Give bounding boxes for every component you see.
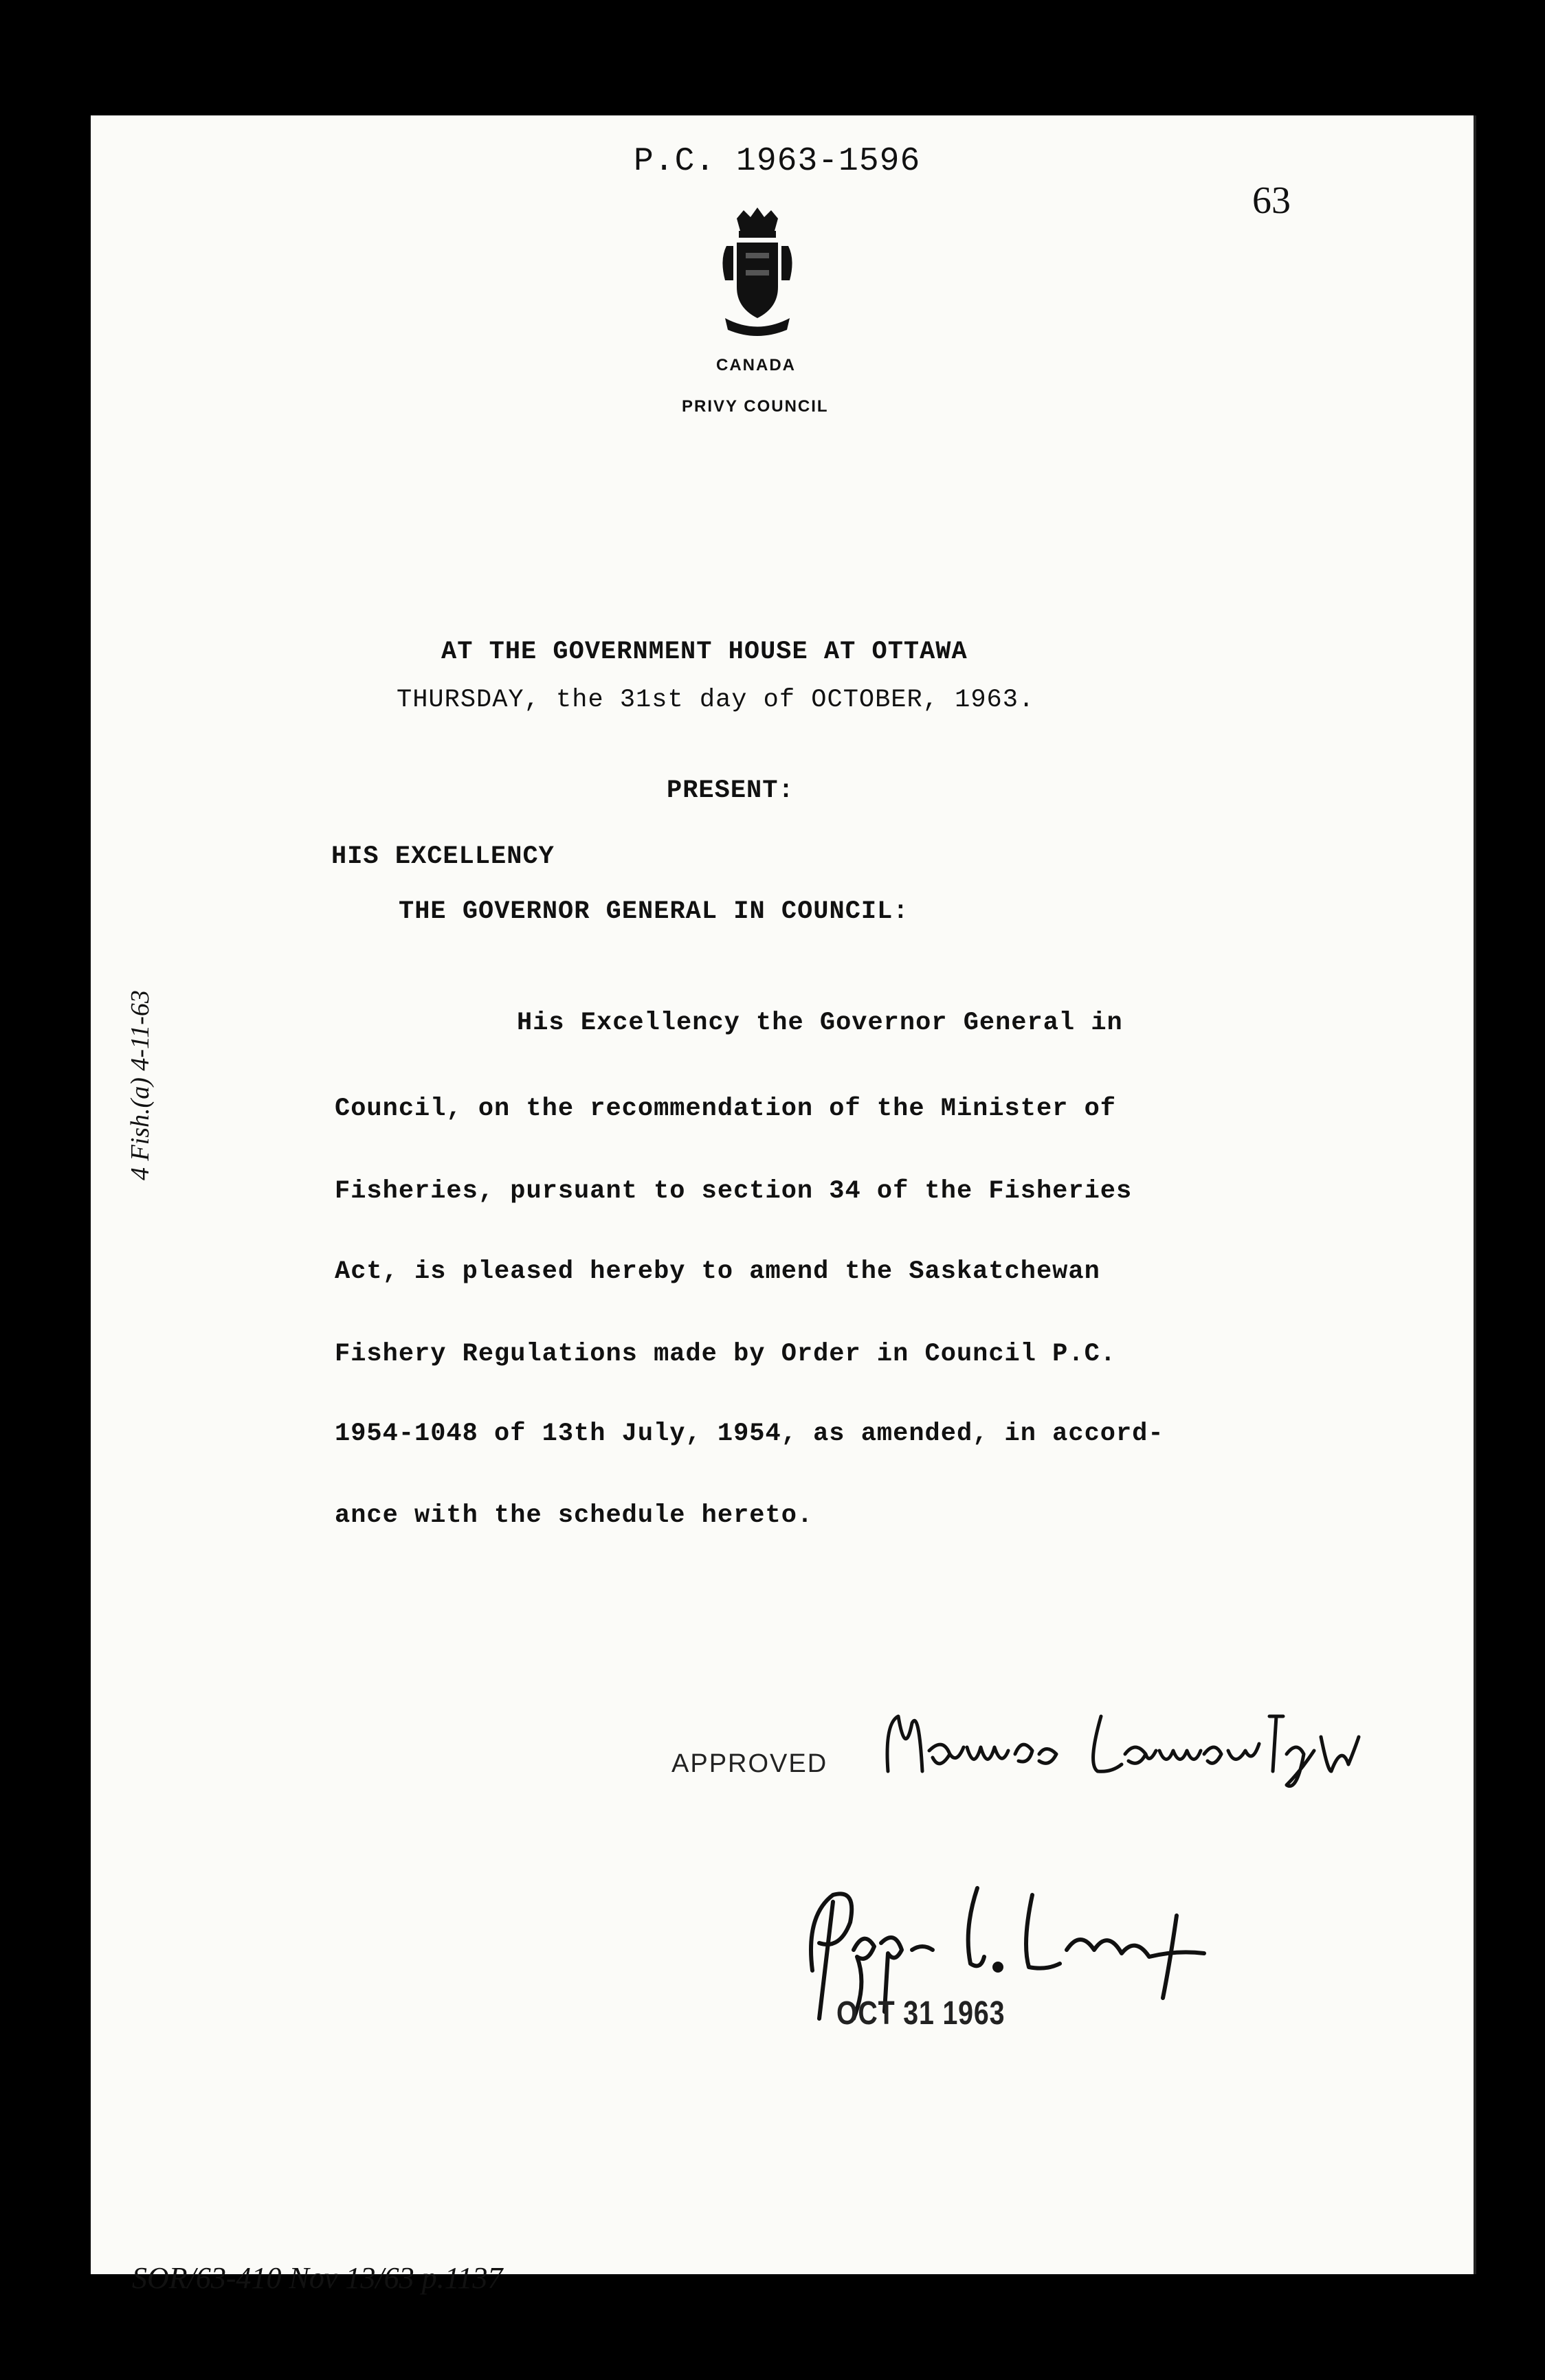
margin-note: 4 Fish.(a) 4-11-63 (126, 990, 155, 1180)
page-number: 63 (1252, 179, 1291, 222)
body-line: Fisheries, pursuant to section 34 of the Fisheries (335, 1177, 1133, 1206)
place-line: AT THE GOVERNMENT HOUSE AT OTTAWA (441, 638, 968, 666)
body-line: ance with the schedule hereto. (335, 1501, 814, 1530)
approval-date-stamp: OCT 31 1963 (836, 1995, 1005, 2032)
header-office: PRIVY COUNCIL (682, 397, 829, 416)
body-line: Council, on the recommendation of the Minister of (335, 1094, 1116, 1123)
present-label: PRESENT: (667, 776, 794, 805)
body-line: 1954-1048 of 13th July, 1954, as amended, in accord- (335, 1419, 1164, 1448)
minister-signature (874, 1696, 1424, 1799)
body-line: Act, is pleased hereby to amend the Saskatchewan (335, 1257, 1100, 1286)
governor-line: THE GOVERNOR GENERAL IN COUNCIL: (399, 897, 909, 926)
approved-label: APPROVED (671, 1749, 828, 1778)
pc-number: P.C. 1963-1596 (634, 143, 921, 180)
document-page (91, 115, 1476, 2295)
header-country: CANADA (716, 356, 796, 374)
bottom-note: SOR/63-410 Nov 13/63 p.1137 (132, 2261, 503, 2295)
coat-of-arms-icon (706, 205, 809, 342)
his-excellency-line: HIS EXCELLENCY (331, 842, 555, 871)
body-line: His Excellency the Governor General in (517, 1009, 1123, 1037)
body-line: Fishery Regulations made by Order in Council P.C. (335, 1340, 1116, 1369)
date-line: THURSDAY, the 31st day of OCTOBER, 1963. (397, 686, 1035, 715)
